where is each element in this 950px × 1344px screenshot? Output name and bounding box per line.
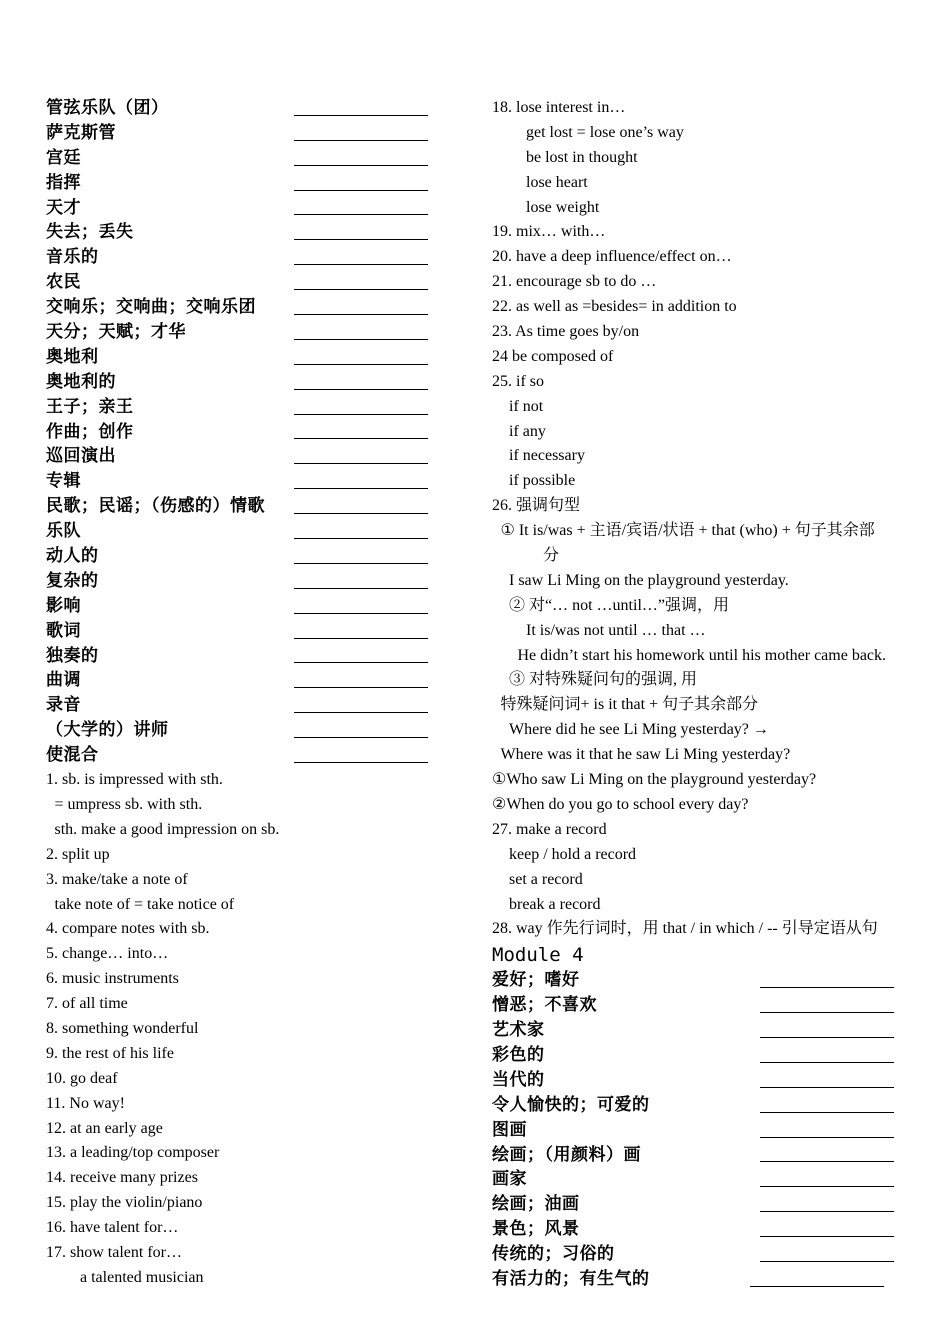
vocab-term: 王子；亲王 (46, 396, 134, 417)
vocab-term: 爱好；嗜好 (492, 970, 580, 991)
answer-blank[interactable] (294, 414, 428, 415)
vocab-row (492, 1118, 917, 1143)
vocab-term: 动人的 (46, 546, 99, 567)
vocab-term: 传统的；习俗的 (492, 1244, 615, 1265)
phrase-item: 17. show talent for… (46, 1243, 182, 1261)
phrase-item: if necessary (509, 447, 585, 465)
answer-blank[interactable] (760, 1012, 894, 1013)
vocab-term: 当代的 (492, 1069, 545, 1090)
phrase-item: Where was it that he saw Li Ming yesterday? (500, 746, 791, 764)
vocab-term: 有活力的；有生气的 (492, 1268, 650, 1289)
answer-blank[interactable] (294, 563, 428, 564)
vocab-term: 音乐的 (46, 247, 99, 268)
answer-blank[interactable] (294, 339, 428, 340)
vocab-row (492, 968, 917, 993)
left-column (46, 96, 466, 1291)
vocab-row (46, 494, 466, 519)
vocab-term: 奥地利 (46, 346, 99, 367)
vocab-term: 画家 (492, 1169, 527, 1190)
phrase-list-right (492, 96, 917, 942)
vocab-row (46, 245, 466, 270)
vocab-list-module4 (492, 968, 917, 1292)
phrase-list-left (46, 768, 466, 1291)
phrase-item: 20. have a deep influence/effect on… (492, 248, 732, 266)
phrase-item: lose weight (526, 198, 600, 216)
phrase-item: ② 对“… not …until…”强调，用 (509, 596, 729, 614)
vocab-row (492, 1167, 917, 1192)
vocab-term: 宫廷 (46, 147, 81, 168)
vocab-term: 天才 (46, 197, 81, 218)
vocab-term: 交响乐；交响曲；交响乐团 (46, 297, 256, 318)
right-column (492, 96, 917, 1292)
vocab-row (46, 171, 466, 196)
vocab-term: 憎恶；不喜欢 (492, 995, 597, 1016)
phrase-item: 3. make/take a note of (46, 870, 188, 888)
answer-blank[interactable] (294, 239, 428, 240)
phrase-item: = umpress sb. with sth. (54, 795, 203, 813)
vocab-term: 录音 (46, 695, 81, 716)
answer-blank[interactable] (760, 987, 894, 988)
answer-blank[interactable] (294, 463, 428, 464)
answer-blank[interactable] (294, 762, 428, 763)
vocab-row (492, 1018, 917, 1043)
answer-blank[interactable] (294, 364, 428, 365)
vocab-row (46, 743, 466, 768)
answer-blank[interactable] (750, 1286, 884, 1287)
vocab-term: 失去；丢失 (46, 222, 134, 243)
phrase-item: a talented musician (80, 1268, 204, 1286)
answer-blank[interactable] (294, 190, 428, 191)
vocab-term: 指挥 (46, 172, 81, 193)
vocab-term: 乐队 (46, 521, 81, 542)
vocab-term: 巡回演出 (46, 446, 116, 467)
vocab-term: 奥地利的 (46, 371, 116, 392)
phrase-item: 9. the rest of his life (46, 1044, 174, 1062)
phrase-item: 19. mix… with… (492, 223, 606, 241)
vocab-term: 艺术家 (492, 1020, 545, 1041)
vocab-term: 曲调 (46, 670, 81, 691)
phrase-item: ①Who saw Li Ming on the playground yesterday? (492, 771, 817, 789)
answer-blank[interactable] (294, 289, 428, 290)
answer-blank[interactable] (760, 1161, 894, 1162)
answer-blank[interactable] (760, 1087, 894, 1088)
phrase-item: 28. way 作先行词时，用 that / in which / -- 引导定语从句 (492, 920, 878, 938)
answer-blank[interactable] (294, 513, 428, 514)
phrase-item: 16. have talent for… (46, 1219, 179, 1237)
answer-blank[interactable] (294, 389, 428, 390)
vocab-row (46, 644, 466, 669)
vocab-term: 天分；天赋；才华 (46, 322, 186, 343)
phrase-item: 11. No way! (46, 1094, 125, 1112)
answer-blank[interactable] (294, 538, 428, 539)
vocab-term: 专辑 (46, 471, 81, 492)
vocab-row (46, 395, 466, 420)
phrase-item: 22. as well as =besides= in addition to (492, 298, 737, 316)
answer-blank[interactable] (760, 1037, 894, 1038)
phrase-item: 26. 强调句型 (492, 497, 581, 515)
phrase-item: 23. As time goes by/on (492, 323, 640, 341)
phrase-item: ③ 对特殊疑问句的强调, 用 (509, 671, 698, 689)
vocab-row (46, 220, 466, 245)
vocab-row (46, 668, 466, 693)
vocab-term: 彩色的 (492, 1044, 545, 1065)
phrase-item: 13. a leading/top composer (46, 1144, 220, 1162)
vocab-row (46, 594, 466, 619)
phrase-item: 6. music instruments (46, 970, 179, 988)
phrase-item: break a record (509, 895, 601, 913)
answer-blank[interactable] (294, 638, 428, 639)
vocab-row (46, 619, 466, 644)
phrase-item: 分 (543, 547, 560, 565)
vocab-term: 图画 (492, 1119, 527, 1140)
phrase-item: 15. play the violin/piano (46, 1194, 203, 1212)
answer-blank[interactable] (294, 662, 428, 663)
vocab-row (46, 196, 466, 221)
vocab-list-module3 (46, 96, 466, 768)
phrase-item: 24 be composed of (492, 347, 614, 365)
vocab-row (46, 544, 466, 569)
phrase-item: 25. if so (492, 372, 544, 390)
phrase-item: set a record (509, 870, 583, 888)
vocab-row (492, 993, 917, 1018)
answer-blank[interactable] (294, 314, 428, 315)
vocab-row (492, 1217, 917, 1242)
answer-blank[interactable] (760, 1137, 894, 1138)
phrase-item: sth. make a good impression on sb. (54, 820, 280, 838)
vocab-term: 景色；风景 (492, 1219, 580, 1240)
vocab-term: 萨克斯管 (46, 122, 116, 143)
phrase-item: 10. go deaf (46, 1069, 118, 1087)
vocab-row (46, 295, 466, 320)
phrase-item: 4. compare notes with sb. (46, 920, 210, 938)
phrase-item: 8. something wonderful (46, 1019, 199, 1037)
answer-blank[interactable] (760, 1186, 894, 1187)
phrase-item: if any (509, 422, 546, 440)
answer-blank[interactable] (760, 1112, 894, 1113)
phrase-item: He didn’t start his homework until his mother came back. (517, 646, 887, 664)
answer-blank[interactable] (294, 712, 428, 713)
vocab-term: 独奏的 (46, 645, 99, 666)
phrase-item: lose heart (526, 173, 588, 191)
vocab-term: 令人愉快的；可爱的 (492, 1094, 650, 1115)
phrase-item: ① It is/was + 主语/宾语/状语 + that (who) + 句子其余部 (500, 522, 875, 540)
vocab-row (46, 569, 466, 594)
vocab-term: 使混合 (46, 745, 99, 766)
vocab-row (46, 469, 466, 494)
vocab-row (46, 718, 466, 743)
vocab-row (46, 320, 466, 345)
vocab-term: 复杂的 (46, 570, 99, 591)
vocab-term: 民歌；民谣；（伤感的）情歌 (46, 496, 265, 517)
phrase-item: 27. make a record (492, 820, 607, 838)
vocab-row (46, 519, 466, 544)
answer-blank[interactable] (294, 438, 428, 439)
phrase-item: Where did he see Li Ming yesterday? → (509, 721, 769, 739)
answer-blank[interactable] (760, 1062, 894, 1063)
vocab-row (46, 270, 466, 295)
answer-blank[interactable] (294, 264, 428, 265)
phrase-item: 2. split up (46, 845, 110, 863)
answer-blank[interactable] (294, 214, 428, 215)
phrase-item: take note of = take notice of (54, 895, 235, 913)
phrase-item: 1. sb. is impressed with sth. (46, 771, 223, 789)
phrase-item: keep / hold a record (509, 845, 637, 863)
answer-blank[interactable] (294, 588, 428, 589)
vocab-row (492, 1267, 917, 1292)
answer-blank[interactable] (294, 687, 428, 688)
phrase-item: I saw Li Ming on the playground yesterday. (509, 571, 789, 589)
vocab-term: 管弦乐队（团） (46, 98, 169, 118)
phrase-item: ②When do you go to school every day? (492, 795, 749, 813)
vocab-row (492, 1192, 917, 1217)
vocab-row (492, 1043, 917, 1068)
vocab-row (492, 1068, 917, 1093)
phrase-item: if not (509, 397, 544, 415)
phrase-item: 12. at an early age (46, 1119, 163, 1137)
answer-blank[interactable] (760, 1211, 894, 1212)
vocab-term: 歌词 (46, 620, 81, 641)
vocab-row (46, 146, 466, 171)
answer-blank[interactable] (294, 488, 428, 489)
vocab-row (46, 370, 466, 395)
module-heading: Module 4 (492, 944, 584, 967)
answer-blank[interactable] (294, 140, 428, 141)
phrase-item: 14. receive many prizes (46, 1169, 198, 1187)
phrase-item: 5. change… into… (46, 945, 169, 963)
phrase-item: 特殊疑问词+ is it that + 句子其余部分 (500, 696, 759, 714)
vocab-term: 绘画；（用颜料）画 (492, 1144, 641, 1165)
answer-blank[interactable] (760, 1236, 894, 1237)
vocab-row (492, 1093, 917, 1118)
vocab-row (492, 1242, 917, 1267)
vocab-term: 作曲；创作 (46, 421, 134, 442)
answer-blank[interactable] (294, 165, 428, 166)
vocab-row (46, 96, 466, 121)
vocab-row (492, 1143, 917, 1168)
phrase-item: It is/was not until … that … (526, 621, 706, 639)
vocab-row (46, 693, 466, 718)
phrase-item: if possible (509, 472, 576, 490)
vocab-term: （大学的）讲师 (46, 720, 169, 741)
vocab-row (46, 345, 466, 370)
phrase-item: be lost in thought (526, 148, 638, 166)
phrase-item: 18. lose interest in… (492, 99, 626, 116)
vocab-row (46, 444, 466, 469)
vocab-term: 影响 (46, 595, 81, 616)
vocab-term: 农民 (46, 272, 81, 293)
phrase-item: get lost = lose one’s way (526, 123, 684, 141)
answer-blank[interactable] (294, 115, 428, 116)
answer-blank[interactable] (760, 1261, 894, 1262)
answer-blank[interactable] (294, 737, 428, 738)
phrase-item: 21. encourage sb to do … (492, 273, 657, 291)
vocab-row (46, 420, 466, 445)
vocab-row (46, 121, 466, 146)
answer-blank[interactable] (294, 613, 428, 614)
phrase-item: 7. of all time (46, 995, 128, 1013)
vocab-term: 绘画；油画 (492, 1194, 580, 1215)
